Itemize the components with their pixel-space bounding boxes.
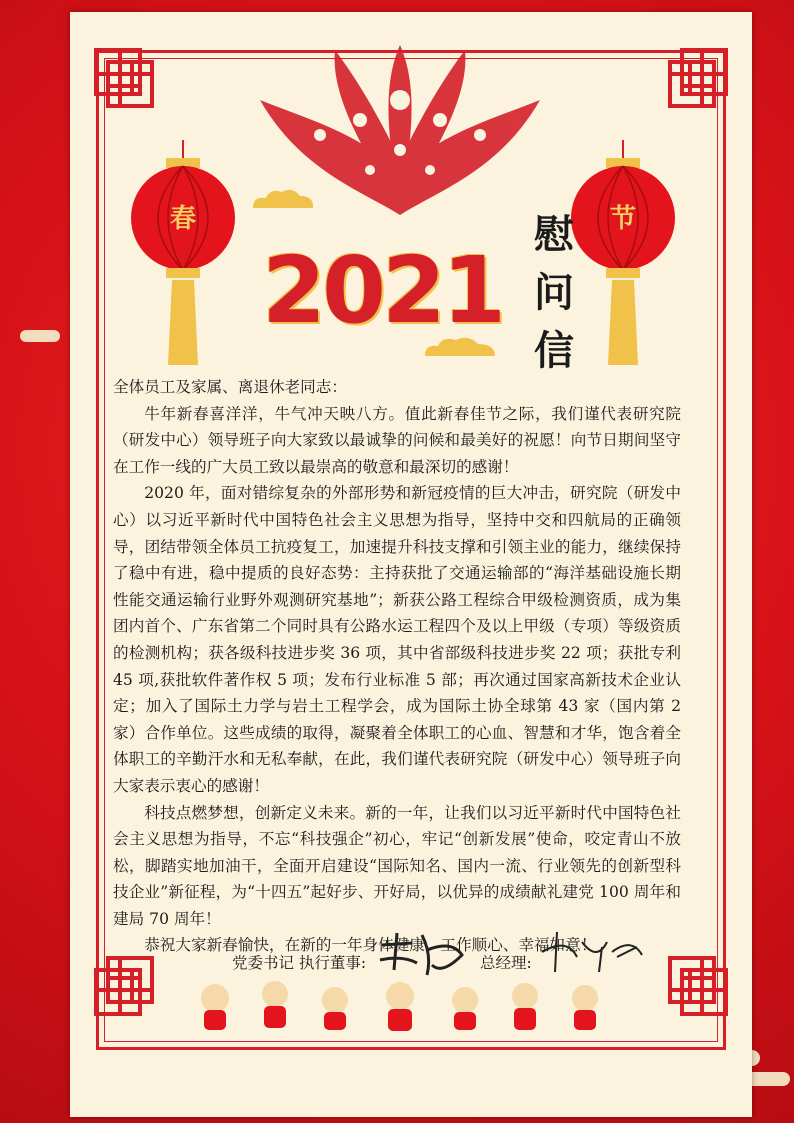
letter-title [524,206,584,380]
handwritten-signature [537,927,647,977]
decor-stripe [20,330,60,342]
signature-label-manager: 总经理: [480,954,532,972]
letter-paragraph: 恭祝大家新春愉快，在新的一年身体健康、工作顺心、幸福如意！ [144,936,597,955]
salutation: 全体员工及家属、离退休老同志： [113,378,347,396]
letter-paragraph: 科技点燃梦想，创新定义未来。新的一年，让我们以习近平新时代中国特色社会主义思想为指导，不忘“科技强企”初心，牢记“创新发展”使命，咬定青山不放松，脚踏实地加油干，全面开启建设“国际知名、国内一流、行业领先的创新型科技企业”新征程，为“十四五”起好步、开好局，以优异的成绩献礼建党 100 周年和建局 70 周年！ [113,803,681,928]
lantern-left [128,140,238,370]
letter-body [113,374,681,959]
letter-paragraph: 牛年新春喜洋洋，牛气冲天映八方。值此新春佳节之际，我们谨代表研究院（研发中心）领导班子向大家致以最诚挚的问候和最美好的祝愿！向节日期间坚守在工作一线的广大员工致以最崇高的敬意和最深切的感谢！ [113,404,681,476]
corner-knot-top-left [90,44,170,124]
ox-cartoon-row [190,976,620,1036]
signature-label-secretary: 党委书记 执行董事: [232,954,367,972]
gold-cloud-icon [248,186,318,216]
lantern-right-label: 节 [609,204,636,234]
title-char: 信 [534,327,574,374]
title-char: 问 [534,269,574,316]
letter-paragraph: 2020 年，面对错综复杂的外部形势和新冠疫情的巨大冲击，研究院（研发中心）以习近平新时代中国特色社会主义思想为指导，坚持中交和四航局的正确领导，团结带领全体员工抗疫复工，加速提升科技支撑和引领主业的能力，继续保持了稳中有进，稳中提质的良好态势：主持获批了交通运输部的“海洋基础设施长期性能交通运输行业野外观测研究基地”；新获公路工程综合甲级检测资质，成为集团内首个、广东省第二个同时具有公路水运工程四个及以上甲级（专项）等级资质的检测机构；获各级科技进步奖 36 项，其中省部级科技进步奖 22 项；获批专利 45 项,获批软件著作权 5 项；发布行业标准 5 部；再次通过国家高新技术企业认定；加入了国际土力学与岩土工程学会，成为国际土协全球第 43 家（国内第 2 家）合作单位。这些成绩的取得，凝聚着全体职工的心血、智慧和才华，饱含着全体职工的辛勤汗水和无私奉献，在此，我们谨代表研究院（研发中心）领导班子向大家表示衷心的感谢！ [113,484,681,795]
lantern-right [568,140,678,370]
year-2021-graphic: 2021 [262,237,503,344]
lantern-left-label: 春 [169,204,196,234]
title-char: 慰 [534,211,574,258]
corner-knot-top-right [652,44,732,124]
